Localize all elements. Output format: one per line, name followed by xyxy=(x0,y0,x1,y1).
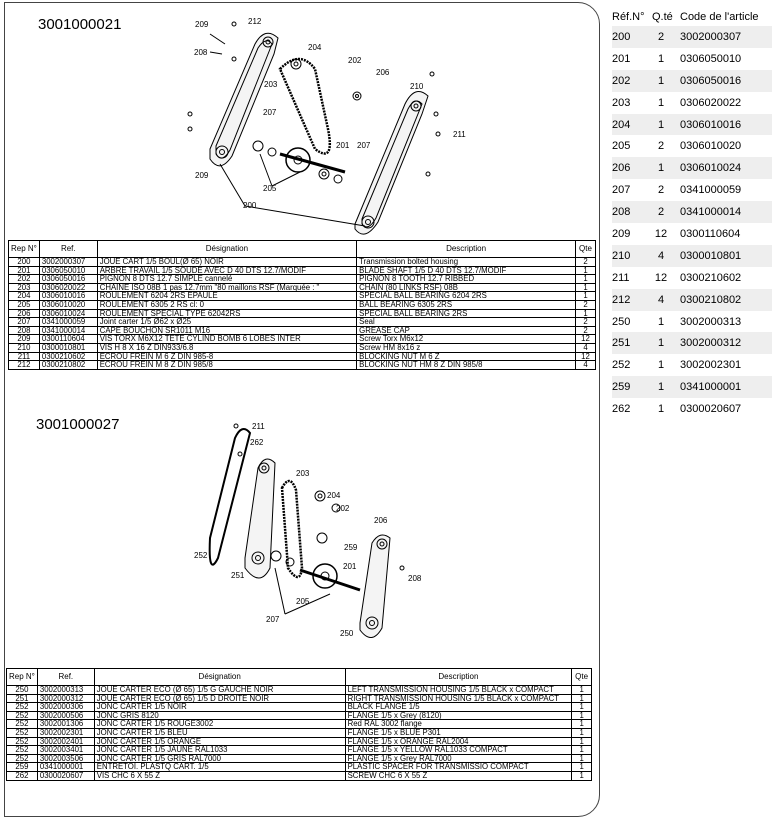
cell-description: LEFT TRANSMISSION HOUSING 1/5 BLACK x COMPACT xyxy=(345,686,572,695)
list-item xyxy=(612,201,772,223)
cell-description: BLACK FLANGE 1/5 xyxy=(345,703,572,712)
list-cell-qty: 1 xyxy=(657,359,665,372)
list-item xyxy=(612,157,772,179)
cell-ref: 0300010801 xyxy=(39,343,97,352)
cell-description: Screw Torx M6x12 xyxy=(357,335,576,344)
cell-ref: 3002002301 xyxy=(37,728,94,737)
cell-ref: 0341000014 xyxy=(39,326,97,335)
table-row xyxy=(9,352,596,361)
list-cell-ref: 204 xyxy=(612,118,631,131)
cell-ref: 3002000307 xyxy=(39,258,97,267)
col-ref: Ref. xyxy=(37,669,94,686)
table-row xyxy=(7,703,592,712)
list-cell-ref: 209 xyxy=(612,227,631,240)
table-row xyxy=(7,746,592,755)
cell-rep: 208 xyxy=(9,326,40,335)
list-cell-qty: 1 xyxy=(657,403,665,416)
list-item xyxy=(612,48,772,70)
cell-rep: 209 xyxy=(9,335,40,344)
cell-qte: 12 xyxy=(576,335,596,344)
callout-212: 212 xyxy=(248,17,262,26)
list-item xyxy=(612,376,772,398)
list-cell-code: 0306010016 xyxy=(680,118,742,131)
cell-description: FLANGE 1/5 x Grey (8120) xyxy=(345,711,572,720)
reference-list-header xyxy=(612,8,772,26)
col-rep: Rep N° xyxy=(7,669,38,686)
cell-description: BLOCKING NUT HM 8 Z DIN 985/8 xyxy=(357,361,576,370)
col-rep: Rep N° xyxy=(9,241,40,258)
list-item xyxy=(612,311,772,333)
cell-description: Seal xyxy=(357,318,576,327)
cell-rep: 259 xyxy=(7,763,38,772)
callout-200: 200 xyxy=(243,201,257,210)
table-row xyxy=(7,771,592,780)
list-item xyxy=(612,267,772,289)
cell-description: Red RAL 3002 flange xyxy=(345,720,572,729)
list-cell-ref: 212 xyxy=(612,293,631,306)
list-item xyxy=(612,26,772,48)
cell-designation: VIS H 8 X 16 Z DIN933/6.8 xyxy=(97,343,356,352)
cell-designation: ECROU FREIN M 6 Z DIN 985-8 xyxy=(97,352,356,361)
cell-qte: 1 xyxy=(576,292,596,301)
cell-designation: Joint carter 1/5 Ø62 x Ø25 xyxy=(97,318,356,327)
header-ref: Réf.N° xyxy=(612,11,645,23)
col-ref: Ref. xyxy=(39,241,97,258)
table-row xyxy=(9,326,596,335)
list-cell-code: 0306010020 xyxy=(680,140,742,153)
cell-description: BALL BEARING 6305 2RS xyxy=(357,300,576,309)
cell-qte: 1 xyxy=(576,275,596,284)
cell-description: SPECIAL BALL BEARING 6204 2RS xyxy=(357,292,576,301)
callout-203-b: 203 xyxy=(296,469,310,478)
list-cell-qty: 1 xyxy=(657,118,665,131)
cell-description: PLASTIC SPACER FOR TRANSMISSIO COMPACT xyxy=(345,763,572,772)
cell-description: BLADE SHAFT 1/5 D 40 DTS 12.7/MODIF xyxy=(357,266,576,275)
assembly-code-1: 3001000021 xyxy=(38,16,122,33)
cell-ref: 0300210802 xyxy=(39,361,97,370)
cell-rep: 252 xyxy=(7,720,38,729)
cell-designation: JONC CARTER 1/5 JAUNE RAL1033 xyxy=(94,746,345,755)
cell-ref: 3002000306 xyxy=(37,703,94,712)
table-row xyxy=(7,728,592,737)
cell-ref: 0306010024 xyxy=(39,309,97,318)
cell-qte: 2 xyxy=(576,318,596,327)
list-cell-code: 0341000001 xyxy=(680,381,742,394)
cell-rep: 201 xyxy=(9,266,40,275)
list-cell-qty: 2 xyxy=(657,30,665,43)
callout-202-b: 202 xyxy=(336,504,350,513)
list-cell-qty: 1 xyxy=(657,162,665,175)
cell-qte: 1 xyxy=(576,283,596,292)
cell-rep: 251 xyxy=(7,694,38,703)
cell-qte: 1 xyxy=(576,266,596,275)
list-cell-ref: 205 xyxy=(612,140,631,153)
cell-designation: ROULEMENT 6204 2RS EPAULE xyxy=(97,292,356,301)
list-cell-code: 0341000059 xyxy=(680,184,742,197)
table-row xyxy=(7,754,592,763)
table-row xyxy=(9,343,596,352)
table-row xyxy=(9,292,596,301)
callout-211-b: 211 xyxy=(252,422,265,431)
col-description: Description xyxy=(357,241,576,258)
list-item xyxy=(612,245,772,267)
cell-ref: 0300020607 xyxy=(37,771,94,780)
list-cell-code: 3002000313 xyxy=(680,315,742,328)
list-cell-code: 0306050016 xyxy=(680,74,742,87)
cell-qte: 2 xyxy=(576,326,596,335)
list-cell-qty: 12 xyxy=(654,227,668,240)
list-cell-ref: 206 xyxy=(612,162,631,175)
table-row xyxy=(9,318,596,327)
cell-qte: 1 xyxy=(572,754,592,763)
table-row xyxy=(9,309,596,318)
list-cell-code: 3002000312 xyxy=(680,337,742,350)
col-qte: Qte xyxy=(576,241,596,258)
list-cell-code: 3002000307 xyxy=(680,30,742,43)
table-row xyxy=(9,258,596,267)
cell-designation: JOUE CART 1/5 BOUL(Ø 65) NOIR xyxy=(97,258,356,267)
list-cell-qty: 1 xyxy=(657,96,665,109)
list-cell-qty: 4 xyxy=(657,293,665,306)
list-cell-code: 0341000014 xyxy=(680,206,742,219)
cell-rep: 252 xyxy=(7,754,38,763)
list-cell-code: 0300020607 xyxy=(680,403,742,416)
cell-qte: 1 xyxy=(572,711,592,720)
table-row xyxy=(7,737,592,746)
cell-rep: 250 xyxy=(7,686,38,695)
cell-description: CHAIN (80 LINKS RSF) 08B xyxy=(357,283,576,292)
list-cell-qty: 1 xyxy=(657,74,665,87)
list-cell-ref: 251 xyxy=(612,337,631,350)
cell-designation: ENTRETOI. PLASTQ CART. 1/5 xyxy=(94,763,345,772)
list-item xyxy=(612,70,772,92)
table-row xyxy=(7,720,592,729)
cell-qte: 2 xyxy=(576,300,596,309)
callout-209-top: 209 xyxy=(195,20,209,29)
list-cell-ref: 252 xyxy=(612,359,631,372)
assembly-code-2: 3001000027 xyxy=(36,416,120,433)
list-cell-ref: 250 xyxy=(612,315,631,328)
callout-205: 205 xyxy=(263,184,277,193)
cell-description: BLOCKING NUT M 6 Z xyxy=(357,352,576,361)
callout-262: 262 xyxy=(250,438,264,447)
callout-204: 204 xyxy=(308,43,322,52)
list-cell-ref: 208 xyxy=(612,206,631,219)
cell-designation: ECROU FREIN M 8 Z DIN 985/8 xyxy=(97,361,356,370)
cell-ref: 3002000312 xyxy=(37,694,94,703)
cell-rep: 252 xyxy=(7,703,38,712)
cell-description: FLANGE 1/5 x ORANGE RAL2004 xyxy=(345,737,572,746)
cell-qte: 4 xyxy=(576,361,596,370)
list-cell-qty: 1 xyxy=(657,381,665,394)
cell-qte: 1 xyxy=(572,686,592,695)
list-cell-qty: 2 xyxy=(657,184,665,197)
table-row xyxy=(7,694,592,703)
list-item xyxy=(612,179,772,201)
callout-211: 211 xyxy=(453,130,466,139)
cell-ref: 0341000059 xyxy=(39,318,97,327)
cell-description: SCREW CHC 6 X 55 Z xyxy=(345,771,572,780)
list-cell-ref: 201 xyxy=(612,52,631,65)
cell-ref: 0306020022 xyxy=(39,283,97,292)
col-designation: Désignation xyxy=(97,241,356,258)
callout-252: 252 xyxy=(194,551,208,560)
list-item xyxy=(612,354,772,376)
callout-205-b: 205 xyxy=(296,597,310,606)
table-row xyxy=(7,686,592,695)
cell-designation: JOUE CARTER ECO (Ø 65) 1/5 G GAUCHE NOIR xyxy=(94,686,345,695)
table-row xyxy=(7,763,592,772)
cell-qte: 1 xyxy=(572,737,592,746)
cell-designation: CHAINE ISO 08B 1 pas 12.7mm "80 maillons RSF (Marquée : " xyxy=(97,283,356,292)
cell-designation: JONC CARTER 1/5 BLEU xyxy=(94,728,345,737)
list-cell-ref: 202 xyxy=(612,74,631,87)
cell-qte: 1 xyxy=(572,720,592,729)
list-cell-qty: 2 xyxy=(657,206,665,219)
cell-rep: 262 xyxy=(7,771,38,780)
list-cell-ref: 207 xyxy=(612,184,631,197)
cell-designation: ROULEMENT 6305 2 RS cl: 0 xyxy=(97,300,356,309)
callout-206: 206 xyxy=(376,68,390,77)
callout-207-left: 207 xyxy=(263,108,277,117)
cell-rep: 252 xyxy=(7,728,38,737)
callout-202: 202 xyxy=(348,56,362,65)
list-cell-ref: 211 xyxy=(612,271,630,284)
cell-ref: 3002000313 xyxy=(37,686,94,695)
cell-qte: 2 xyxy=(576,258,596,267)
col-qte: Qte xyxy=(572,669,592,686)
list-cell-code: 0300210602 xyxy=(680,271,742,284)
callout-204-b: 204 xyxy=(327,491,341,500)
list-cell-qty: 4 xyxy=(657,249,665,262)
table-row xyxy=(9,335,596,344)
parts-table-1 xyxy=(8,240,596,370)
callout-206-b: 206 xyxy=(374,516,388,525)
cell-ref: 3002001306 xyxy=(37,720,94,729)
cell-qte: 1 xyxy=(572,694,592,703)
cell-description: FLANGE 1/5 x YELLOW RAL1033 COMPACT xyxy=(345,746,572,755)
callout-208: 208 xyxy=(194,48,208,57)
table-row xyxy=(9,275,596,284)
list-cell-ref: 210 xyxy=(612,249,631,262)
cell-qte: 1 xyxy=(576,309,596,318)
list-cell-code: 0300210802 xyxy=(680,293,742,306)
callout-203: 203 xyxy=(264,80,278,89)
cell-designation: CAPE BOUCHON SR1011 M16 xyxy=(97,326,356,335)
list-cell-ref: 259 xyxy=(612,381,631,394)
list-item xyxy=(612,332,772,354)
list-cell-qty: 12 xyxy=(654,271,668,284)
list-cell-qty: 2 xyxy=(657,140,665,153)
cell-qte: 1 xyxy=(572,703,592,712)
list-cell-code: 0300010801 xyxy=(680,249,742,262)
cell-ref: 3002000506 xyxy=(37,711,94,720)
cell-designation: PIGNON 8 DTS 12.7 SIMPLE cannelé xyxy=(97,275,356,284)
cell-ref: 0300110604 xyxy=(39,335,97,344)
cell-designation: ARBRE TRAVAIL 1/5 SOUDE AVEC D 40 DTS 12.7/MODIF xyxy=(97,266,356,275)
cell-designation: JOUE CARTER ECO (Ø 65) 1/5 D DROITE NOIR xyxy=(94,694,345,703)
cell-description: FLANGE 1/5 x BLUE P301 xyxy=(345,728,572,737)
cell-ref: 0300210602 xyxy=(39,352,97,361)
list-cell-ref: 200 xyxy=(612,30,631,43)
table-row xyxy=(9,300,596,309)
cell-rep: 210 xyxy=(9,343,40,352)
table-row xyxy=(9,266,596,275)
cell-rep: 202 xyxy=(9,275,40,284)
header-code: Code de l'article xyxy=(680,11,759,23)
list-cell-code: 0306020022 xyxy=(680,96,742,109)
col-description: Description xyxy=(345,669,572,686)
list-cell-code: 0306010024 xyxy=(680,162,742,175)
cell-ref: 0306050016 xyxy=(39,275,97,284)
cell-description: SPECIAL BALL BEARING 2RS xyxy=(357,309,576,318)
reference-list xyxy=(612,8,772,420)
cell-rep: 252 xyxy=(7,746,38,755)
callout-207-right: 207 xyxy=(357,141,371,150)
list-cell-code: 0300110604 xyxy=(680,227,741,240)
cell-rep: 204 xyxy=(9,292,40,301)
table-row xyxy=(9,361,596,370)
list-item xyxy=(612,289,772,311)
cell-rep: 203 xyxy=(9,283,40,292)
list-cell-qty: 1 xyxy=(657,315,665,328)
cell-qte: 1 xyxy=(572,763,592,772)
cell-designation: JONC CARTER 1/5 ORANGE xyxy=(94,737,345,746)
list-cell-code: 0306050010 xyxy=(680,52,742,65)
callout-259: 259 xyxy=(344,543,358,552)
cell-qte: 1 xyxy=(572,728,592,737)
col-designation: Désignation xyxy=(94,669,345,686)
list-item xyxy=(612,114,772,136)
cell-description: Screw HM 8x16 z xyxy=(357,343,576,352)
cell-rep: 206 xyxy=(9,309,40,318)
cell-rep: 252 xyxy=(7,737,38,746)
cell-qte: 12 xyxy=(576,352,596,361)
cell-ref: 0306050010 xyxy=(39,266,97,275)
cell-description: PIGNON 8 TOOTH 12.7 RIBBED xyxy=(357,275,576,284)
cell-rep: 252 xyxy=(7,711,38,720)
list-cell-ref: 203 xyxy=(612,96,631,109)
callout-251: 251 xyxy=(231,571,245,580)
callout-201: 201 xyxy=(336,141,350,150)
cell-rep: 205 xyxy=(9,300,40,309)
cell-description: GREASE CAP xyxy=(357,326,576,335)
list-cell-qty: 1 xyxy=(657,337,665,350)
header-qty: Q.té xyxy=(652,11,673,23)
cell-rep: 211 xyxy=(9,352,40,361)
cell-ref: 0306010016 xyxy=(39,292,97,301)
cell-designation: JONC GRIS 8120 xyxy=(94,711,345,720)
cell-rep: 207 xyxy=(9,318,40,327)
parts-table-2 xyxy=(6,668,592,781)
cell-ref: 3002003401 xyxy=(37,746,94,755)
cell-designation: JONC CARTER 1/5 GRIS RAL7000 xyxy=(94,754,345,763)
cell-ref: 3002003506 xyxy=(37,754,94,763)
cell-description: FLANGE 1/5 x Grey RAL7000 xyxy=(345,754,572,763)
cell-ref: 3002002401 xyxy=(37,737,94,746)
cell-description: Transmission bolted housing xyxy=(357,258,576,267)
cell-qte: 1 xyxy=(572,746,592,755)
cell-ref: 0341000001 xyxy=(37,763,94,772)
callout-201-b: 201 xyxy=(343,562,357,571)
callout-209-bottom: 209 xyxy=(195,171,209,180)
cell-designation: ROULEMENT SPECIAL TYPE 62042RS xyxy=(97,309,356,318)
table-row xyxy=(9,283,596,292)
table-row xyxy=(7,711,592,720)
list-cell-qty: 1 xyxy=(657,52,665,65)
cell-ref: 0306010020 xyxy=(39,300,97,309)
exploded-diagram-2 xyxy=(190,418,430,648)
cell-rep: 212 xyxy=(9,361,40,370)
list-item xyxy=(612,92,772,114)
cell-rep: 200 xyxy=(9,258,40,267)
cell-designation: VIS TORX M6X12 TETE CYLIND BOMB 6 LOBES INTER xyxy=(97,335,356,344)
cell-designation: JONC CARTER 1/5 NOIR xyxy=(94,703,345,712)
list-item xyxy=(612,223,772,245)
callout-210: 210 xyxy=(410,82,424,91)
list-cell-code: 3002002301 xyxy=(680,359,742,372)
list-item xyxy=(612,135,772,157)
cell-qte: 4 xyxy=(576,343,596,352)
list-item xyxy=(612,398,772,420)
callout-208-b: 208 xyxy=(408,574,422,583)
cell-designation: VIS CHC 6 X 55 Z xyxy=(94,771,345,780)
cell-description: RIGHT TRANSMISSION HOUSING 1/5 BLACK x COMPACT xyxy=(345,694,572,703)
callout-250: 250 xyxy=(340,629,354,638)
cell-designation: JONC CARTER 1/5 ROUGE3002 xyxy=(94,720,345,729)
cell-qte: 1 xyxy=(572,771,592,780)
callout-207-b: 207 xyxy=(266,615,280,624)
list-cell-ref: 262 xyxy=(612,403,631,416)
